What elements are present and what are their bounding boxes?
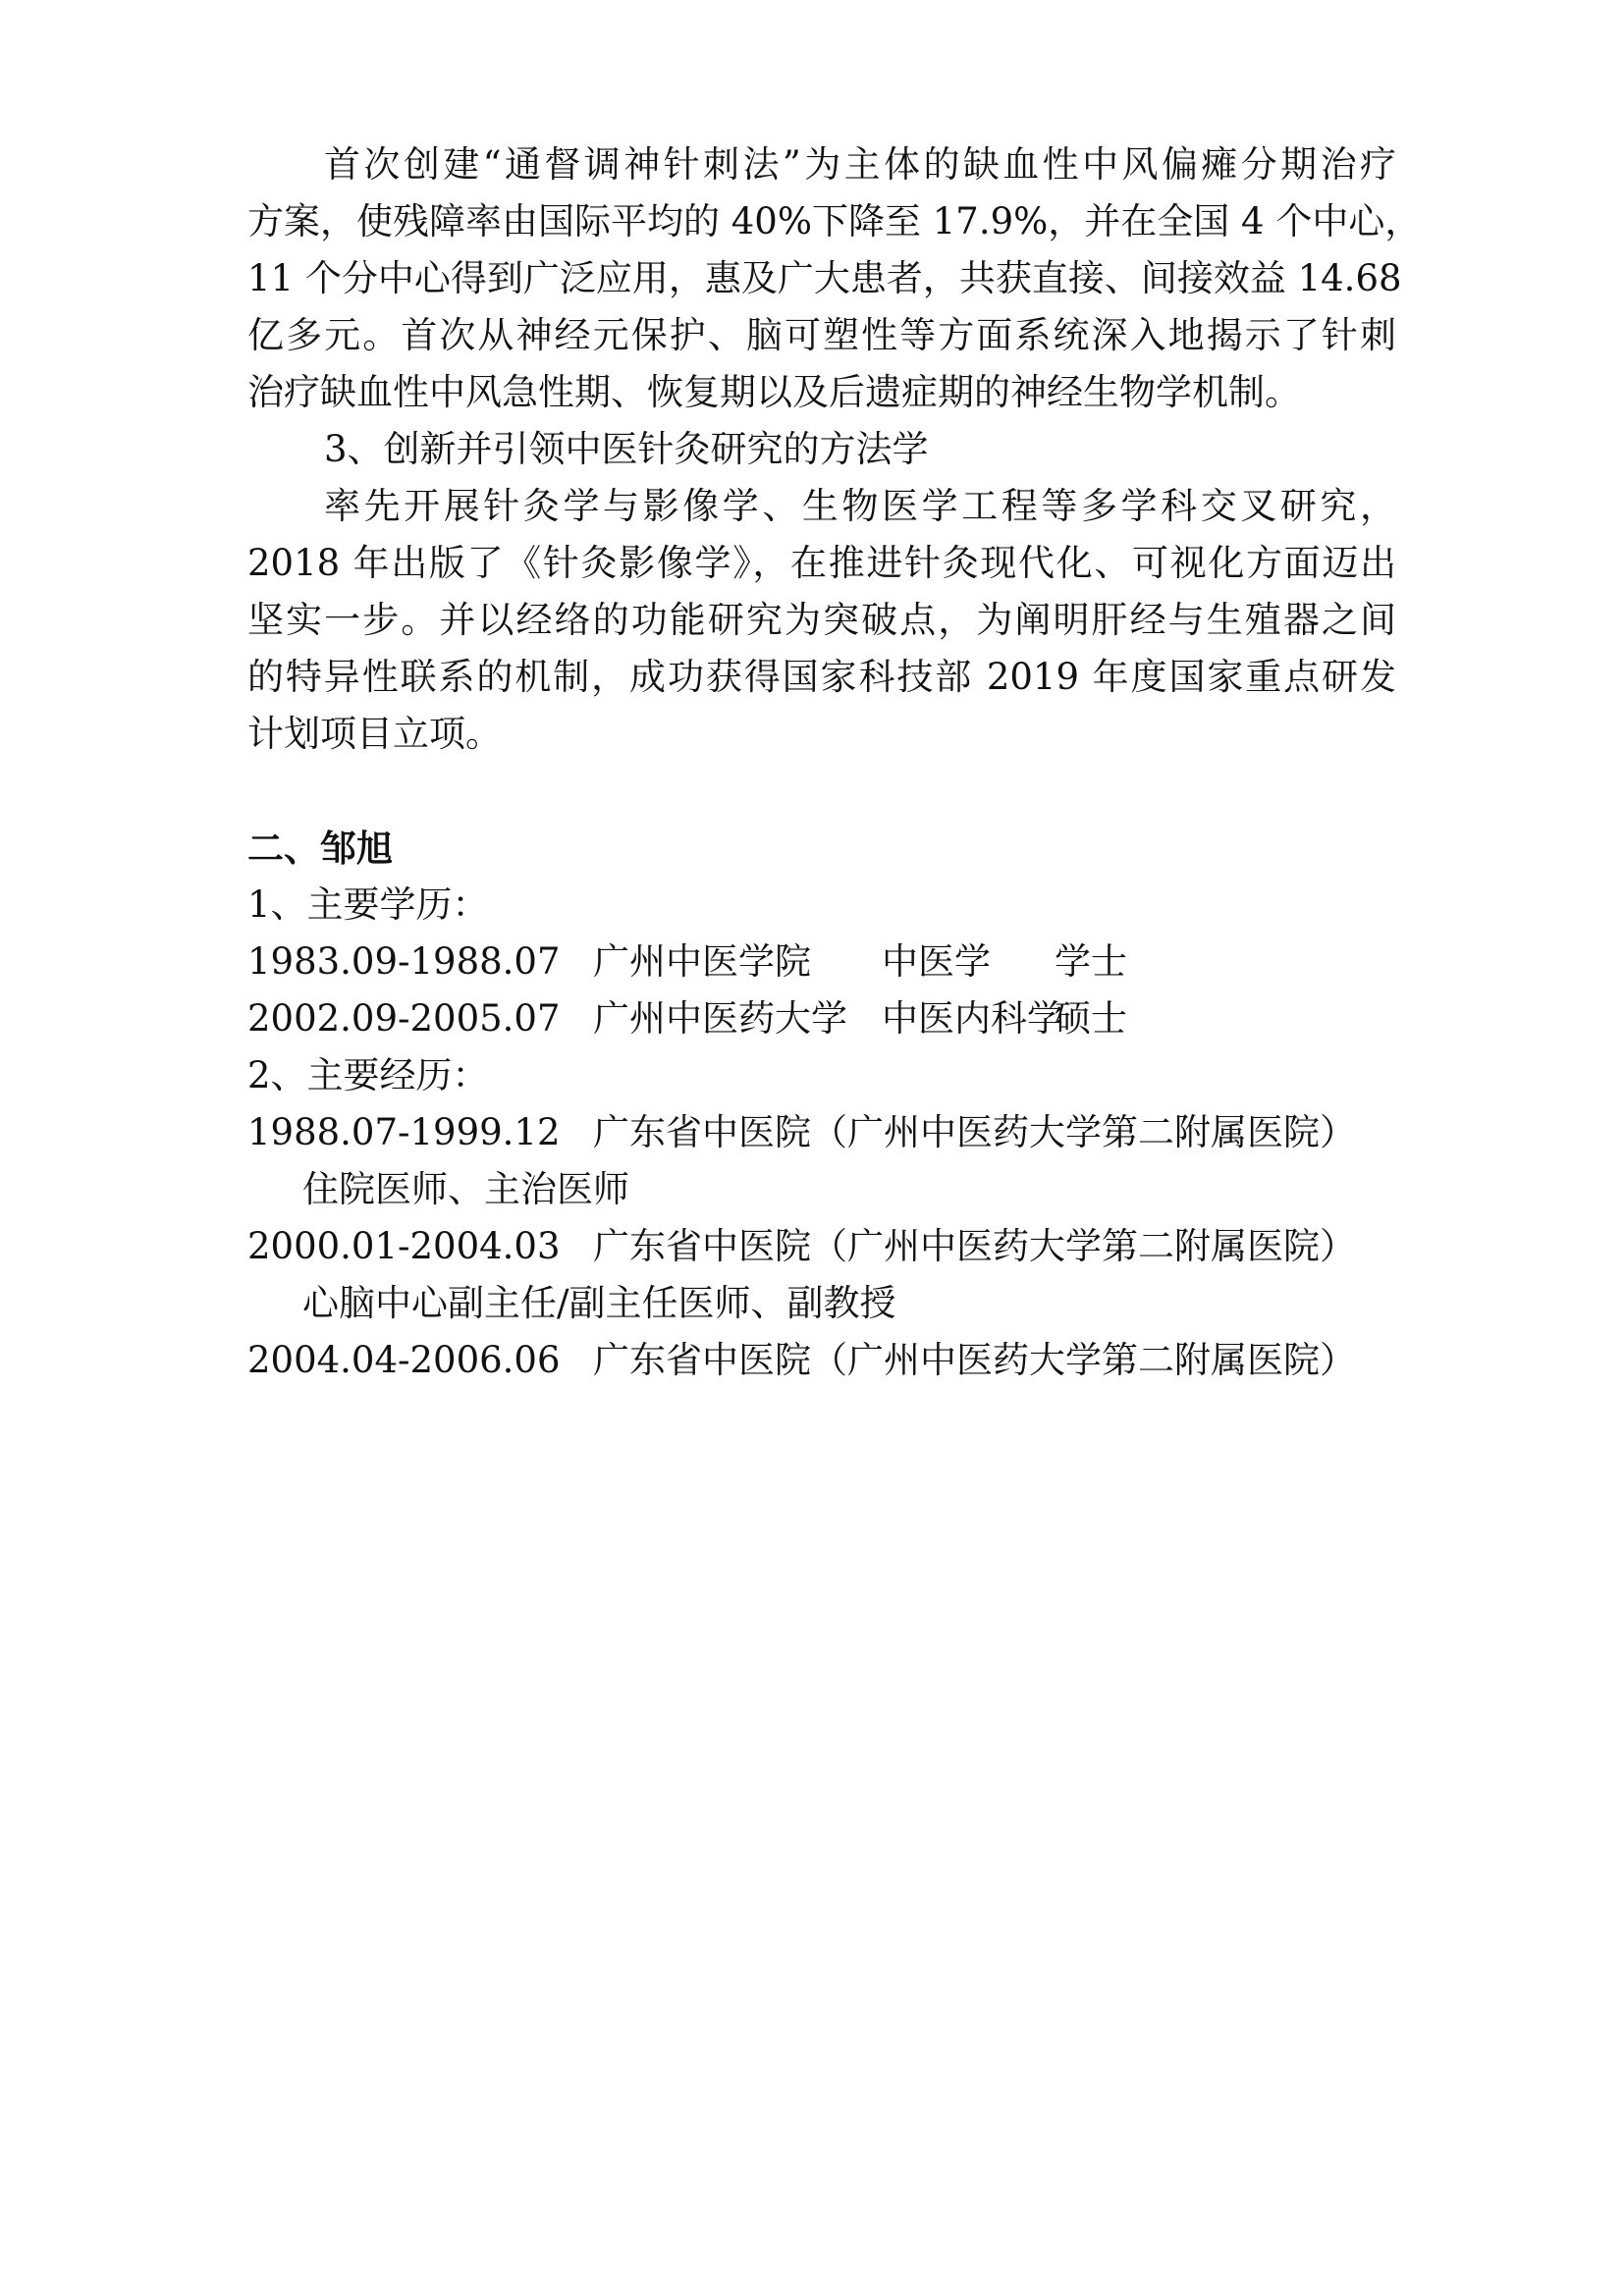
experience-title: 2、主要经历： — [247, 1054, 489, 1096]
paragraph2-line-1: 率先开展针灸学与影像学、生物医学工程等多学科交叉研究， — [324, 485, 1396, 527]
paragraph1-line-2: 方案，使残障率由国际平均的 40%下降至 17.9%，并在全国 4 个中心， — [247, 200, 1422, 242]
experience-period: 2004.04-2006.06 — [247, 1339, 561, 1381]
education-period: 2002.09-2005.07 — [247, 997, 561, 1040]
paragraph2-line-2: 2018 年出版了《针灸影像学》，在推进针灸现代化、可视化方面迈出 — [247, 542, 1396, 584]
experience-role: 心脑中心副主任/副主任医师、副教授 — [302, 1282, 896, 1324]
education-degree: 硕士 — [1055, 997, 1127, 1040]
paragraph1-line-4: 亿多元。首次从神经元保护、脑可塑性等方面系统深入地揭示了针刺 — [247, 314, 1396, 356]
paragraph2-line-4: 的特异性联系的机制，成功获得国家科技部 2019 年度国家重点研发 — [247, 656, 1396, 698]
education-school: 广州中医学院 — [593, 940, 811, 983]
education-major: 中医学 — [882, 940, 991, 983]
education-major: 中医内科学 — [882, 997, 1063, 1040]
education-degree: 学士 — [1055, 940, 1127, 983]
experience-period: 2000.01-2004.03 — [247, 1225, 561, 1267]
education-title: 1、主要学历： — [247, 883, 489, 926]
experience-place: 广东省中医院（广州中医药大学第二附属医院） — [593, 1111, 1356, 1153]
paragraph1-line-1: 首次创建“通督调神针刺法”为主体的缺血性中风偏瘫分期治疗 — [324, 143, 1396, 186]
paragraph2-line-3: 坚实一步。并以经络的功能研究为突破点，为阐明肝经与生殖器之间 — [247, 599, 1396, 641]
paragraph1-line-5: 治疗缺血性中风急性期、恢复期以及后遗症期的神经生物学机制。 — [247, 371, 1301, 413]
experience-role: 住院医师、主治医师 — [302, 1168, 629, 1210]
experience-place: 广东省中医院（广州中医药大学第二附属医院） — [593, 1339, 1356, 1381]
experience-period: 1988.07-1999.12 — [247, 1111, 561, 1153]
paragraph2-line-5: 计划项目立项。 — [247, 713, 502, 755]
experience-place: 广东省中医院（广州中医药大学第二附属医院） — [593, 1225, 1356, 1267]
education-school: 广州中医药大学 — [593, 997, 847, 1040]
person-heading: 二、邹旭 — [247, 827, 393, 870]
paragraph1-line-3: 11 个分中心得到广泛应用，惠及广大患者，共获直接、间接效益 14.68 — [247, 257, 1402, 299]
section3-title: 3、创新并引领中医针灸研究的方法学 — [324, 428, 929, 470]
education-period: 1983.09-1988.07 — [247, 940, 561, 983]
